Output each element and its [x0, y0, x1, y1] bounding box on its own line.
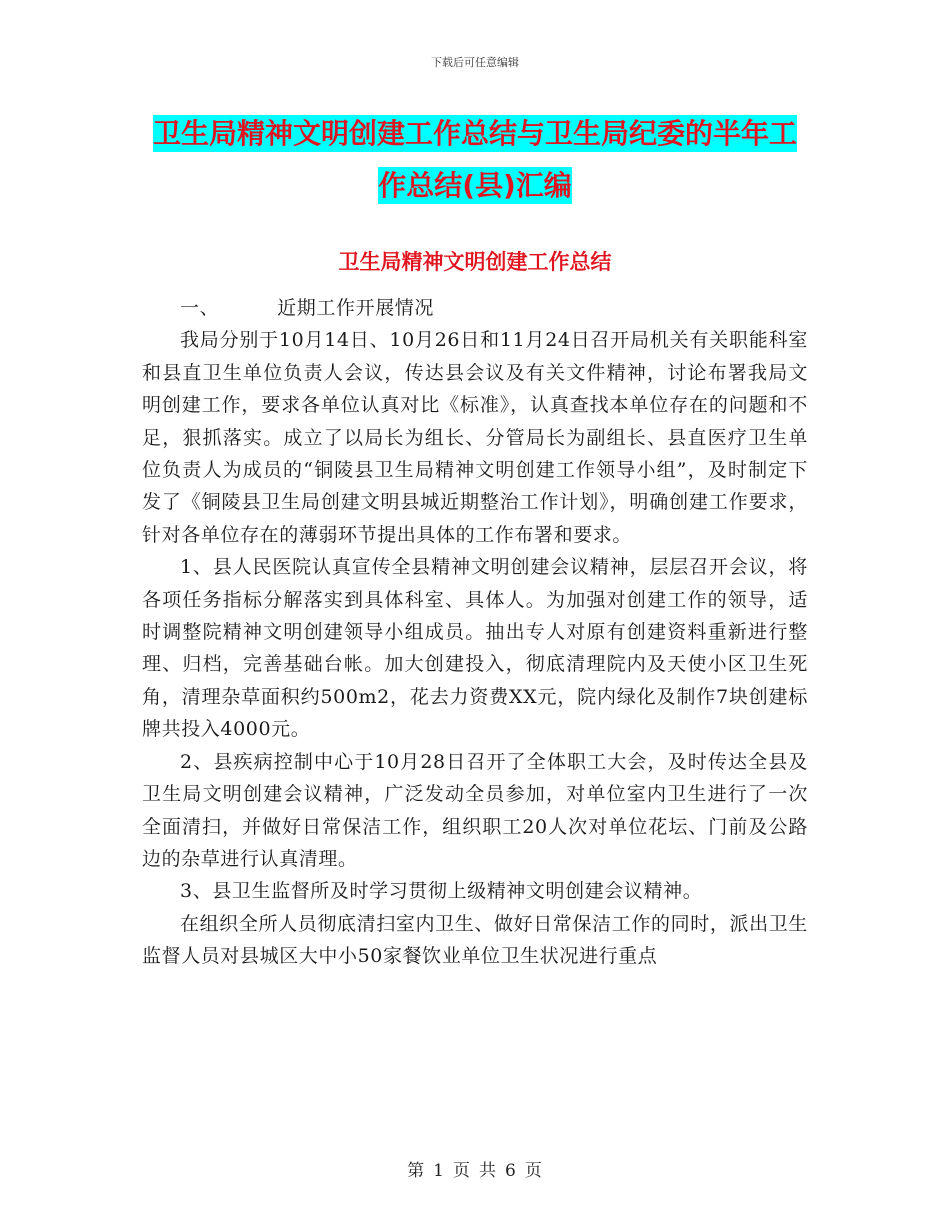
paragraph: 在组织全所人员彻底清扫室内卫生、做好日常保洁工作的同时，派出卫生监督人员对县城区大中小50家餐饮业单位卫生状况进行重点	[142, 912, 808, 968]
footer-total-pages: 6	[505, 1161, 517, 1181]
paragraph: 2、县疾病控制中心于10月28日召开了全体职工大会，及时传达全县及卫生局文明创建会议精神，广泛发动全员参加，对单位室内卫生进行了一次全面清扫，并做好日常保洁工作，组织职工20人次对单位花坛、门前及公路边的杂草进行认真清理。	[142, 750, 808, 870]
footer-prefix: 第	[407, 1161, 426, 1181]
footer-page-word: 页	[453, 1161, 471, 1181]
heading-1	[142, 292, 808, 324]
footer-total-word: 共	[479, 1161, 497, 1181]
document-body	[142, 292, 808, 973]
heading-1-number: 一、	[180, 297, 220, 319]
header-note: 下载后可任意编辑	[431, 56, 519, 69]
section-title: 卫生局精神文明创建工作总结	[338, 250, 612, 274]
paragraph: 我局分别于10月14日、10月26日和11月24日召开局机关有关职能科室和县直卫生单位负责人会议，传达县会议及有关文件精神，讨论布署我局文明创建工作，要求各单位认真对比《标准》，认真查找本单位存在的问题和不足，狠抓落实。成立了以局长为组长、分管局长为副组长、县直医疗卫生单位负责人为成员的“铜陵县卫生局精神文明创建工作领导小组”，及时制定下发了《铜陵县卫生局创建文明县城近期整治工作计划》，明确创建工作要求，针对各单位存在的薄弱环节提出具体的工作布署和要求。	[142, 329, 808, 546]
footer-current-page: 1	[433, 1161, 445, 1181]
document-title-text: 卫生局精神文明创建工作总结与卫生局纪委的半年工作总结(县)汇编	[152, 117, 797, 202]
paragraph: 3、县卫生监督所及时学习贯彻上级精神文明创建会议精神。	[180, 880, 703, 903]
heading-1-text: 近期工作开展情况	[277, 297, 435, 319]
page-footer	[0, 1156, 950, 1181]
paragraph: 1、县人民医院认真宣传全县精神文明创建会议精神，层层召开会议，将各项任务指标分解落实到具体科室、具体人。为加强对创建工作的领导，适时调整院精神文明创建领导小组成员。抽出专人对原有创建资料重新进行整理、归档，完善基础台帐。加大创建投入，彻底清理院内及天使小区卫生死角，清理杂草面积约500m2，花去力资费XX元，院内绿化及制作7块创建标牌共投入4000元。	[142, 556, 808, 741]
footer-suffix: 页	[524, 1161, 543, 1181]
document-title	[140, 108, 810, 212]
